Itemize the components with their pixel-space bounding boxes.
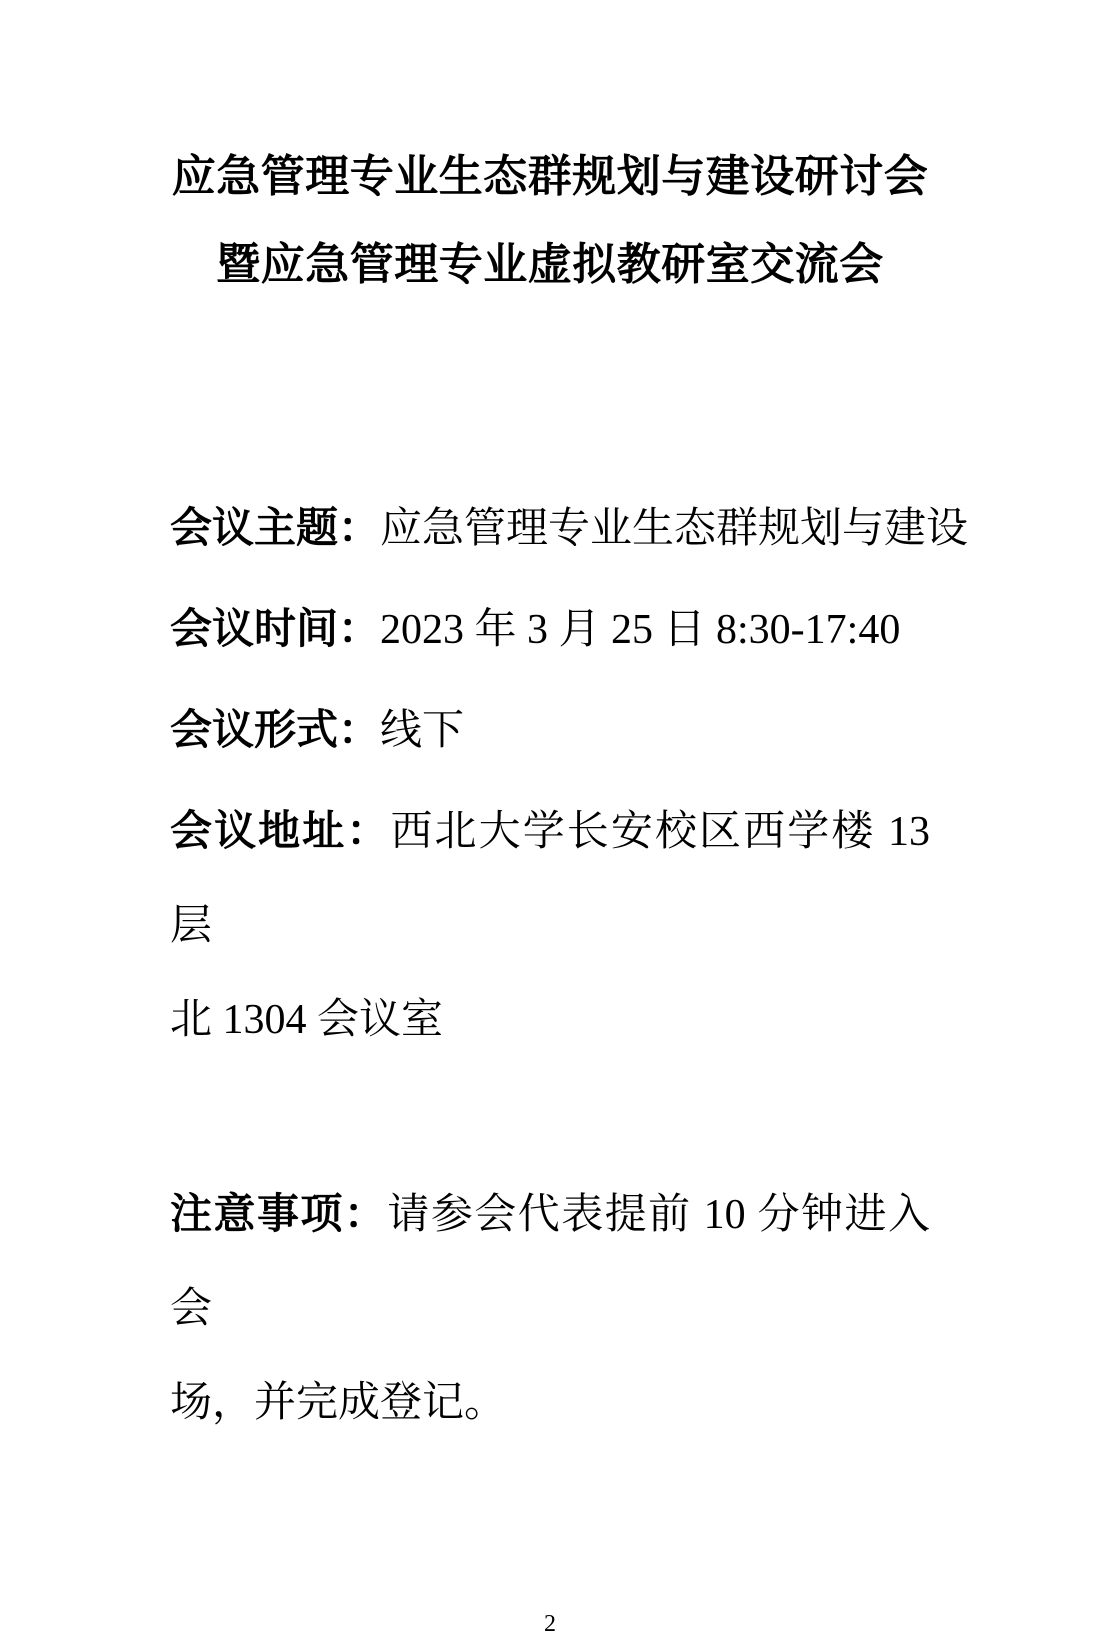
field-address-value: 西北大学长安校区西学楼 13 层 (170, 809, 930, 949)
notes-line-2: 场，并完成登记。 (170, 1380, 507, 1426)
field-time-value: 2023 年 3 月 25 日 8:30-17:40 (380, 607, 901, 653)
notes-value: 请参会代表提前 10 分钟进入会 (170, 1192, 930, 1332)
title-line-1: 应急管理专业生态群规划与建设研讨会 (171, 152, 929, 201)
field-address (170, 784, 930, 1067)
field-topic-label: 会议主题： (170, 504, 381, 551)
field-topic (170, 481, 969, 576)
field-format-label: 会议形式： (170, 706, 381, 753)
notes-paragraph (170, 1167, 930, 1450)
document-body (170, 481, 969, 1450)
field-topic-value: 应急管理专业生态群规划与建设 (380, 506, 969, 552)
field-address-line-2: 北 1304 会议室 (170, 997, 444, 1043)
field-format (170, 683, 930, 778)
field-address-label: 会议地址： (170, 807, 391, 854)
notes-line-1 (170, 1167, 930, 1356)
page-footer (170, 1610, 930, 1638)
field-time (170, 582, 930, 677)
field-time-label: 会议时间： (170, 605, 381, 652)
notes-label: 注意事项： (170, 1190, 388, 1237)
title-line-2: 暨应急管理专业虚拟教研室交流会 (216, 240, 884, 289)
page-number: 2 (544, 1611, 556, 1637)
field-format-value: 线下 (380, 708, 465, 754)
document-title (170, 133, 930, 309)
field-address-line-1 (170, 784, 930, 973)
